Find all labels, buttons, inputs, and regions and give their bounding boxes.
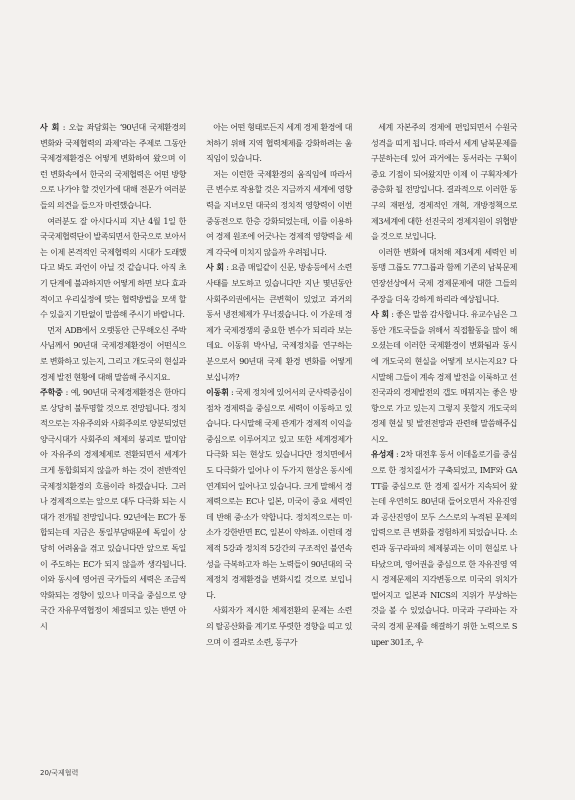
paragraph (371, 447, 517, 650)
paragraph (40, 214, 186, 323)
speaker-name: 유성재 (371, 450, 394, 460)
paragraph (371, 120, 517, 245)
speaker-separator: : (228, 388, 236, 398)
paragraph-text: 저는 이런한 국제환경의 움직임에 따라서 큰 변수로 작용할 것은 지금까지 세계에 영향력을 지녀오던 대국의 정치적 영향력이 이번 중동전으로 한층 강화되었는데, 이를 이용하여 경제 원조에 어긋나는 경제적 영향력을 세계 각국에 미치지 않을까 우려됩니다. (206, 169, 352, 257)
paragraph-text: 아는 어떤 형태로든지 세계 경제 환경에 대처하기 위해 지역 협력체제를 강화하려는 움직임이 있습니다. (206, 123, 352, 164)
speaker-name: 사 회 (40, 123, 60, 132)
text-column-3 (371, 120, 517, 650)
paragraph (371, 307, 517, 447)
paragraph-text: 이러한 변화에 대처해 제3세계 세력인 비동맹 그룹도 77그룹과 함께 기존의 남북문제 연장선상에서 국제 경제문제에 대한 그들의 주장을 더욱 강하게 하리라 예상됩니다. (371, 247, 517, 304)
paragraph-text: 2차 대전후 동서 이데올로기를 중심으로 한 정치질서가 구축되었고, IMF와 GATT를 중심으로 한 경제 질서가 지속되어 왔는데 우연히도 80년대 들어오면서 자유진영과 공산진영이 모두 스스로의 누적된 문제의 압력으로 큰 변화를 경험하게 되었습니다. 소련과 동구라파의 체제붕괴는 이미 현실로 나타났으며, 영어권을 중심으로 한 자유진영 역시 경제문제의 지각변동으로 미국의 위치가 떨어지고 일본과 NICS의 지위가 부상하는 것을 볼 수 있었습니다. 미국과 구라파는 자국의 경제 문제를 해결하기 위한 노력으로 Super 301조, 우 (371, 450, 517, 647)
speaker-name: 이동휘 (206, 388, 229, 398)
paragraph-text: 세계 자본주의 경제에 편입되면서 수원국 성격을 띠게 됩니다. 따라서 세계 남북문제를 구분하는데 있어 과거에는 동서라는 구획이 중요 기점이 되어왔지만 이제 이 구획자체가 중층화 될 전망입니다. 결과적으로 이러한 동구의 재편성, 경제적인 개혁, 개방정책으로 제3세계에 대한 선진국의 경제지원이 위협받을 것으로 보입니다. (371, 123, 517, 242)
paragraph-text: 국제 정치에 있어서의 군사력중심이 점차 경제력을 중심으로 세력이 이동하고 있습니다. 다시말해 국제 관계가 경제적 이익을 중심으로 이루어지고 있고 또한 세계경제가 다극화 되는 현상도 있습니다만 정치면에서도 다극화가 일어나 이 두가지 현상은 동시에 연계되어 일어나고 있습니다. 크게 말해서 경제력으로는 EC나 일본, 미국이 중요 세력인데 반해 중·소가 약합니다. 정치적으로는 미·소가 강한반면 EC, 일본이 약하죠. 이런데 경제적 5강과 정치적 5강간의 구조적인 불연속성을 극복하고자 하는 노력들이 90년대의 국제정치 경제환경을 변화시킬 것으로 보입니다. (206, 388, 352, 600)
speaker-name: 사 회 (206, 263, 224, 273)
paragraph (206, 167, 352, 261)
paragraph (40, 385, 186, 635)
paragraph (206, 385, 352, 603)
paragraph-text: 예, 90년대 국제경제환경은 한마디로 상당히 불투명할 것으로 전망됩니다. 정치적으로는 자유주의와 사회주의로 양분되었던 양극시대가 사회주의 체제의 붕괴로 말미암아 자유주의 경제체제로 전환되면서 세계가 크게 통합회되지 않을까 하는 것이 전반적인 국제정치환경의 흐름이라 하겠습니다. 그러나 경제적으로는 앞으로 대두 다극화 되는 시대가 전개될 전망입니다. 92년에는 EC가 통합되는데 지금은 통일부담때문에 독일이 상당히 어려움을 겪고 있습니다만 앞으로 독일이 주도하는 EC가 되지 않을까 생각됩니다. 이와 동시에 영어권 국가들의 세력은 조금씩 약화되는 경향이 있으나 미국을 중심으로 양국간 자유무역협정이 체결되고 있는 반면 아시 (40, 388, 186, 631)
speaker-separator: : (388, 310, 396, 320)
page-footer (40, 768, 78, 778)
paragraph (40, 323, 186, 385)
paragraph-text: 좋은 말씀 감사합니다. 유교수님은 그동안 개도국들을 위해서 직접활동을 많이 해오셨는데 이러한 국제환경이 변화됨과 동시에 개도국의 현실을 어떻게 보시는지요? 다시말해 그들이 계속 경제 발전을 이룩하고 선진국과의 경제발전의 갭도 메꿔지는 좋은 방향으로 가고 있는지 그렇지 못할지 개도국의 경제 현실 및 발전전망과 관련해 말씀해주십시오. (371, 310, 518, 444)
paragraph-text: 여러분도 잘 아시다시피 지난 4월 1일 한국국제협력단이 발족되면서 한국으로 보아서는 이제 본격적인 국제협력의 시대가 도래했다고 봐도 과언이 아닐 것 같습니다. 아직 초기 단계에 불과하지만 어떻게 하면 보다 효과적이고 우리실정에 맞는 협력방법을 모색 할 수 있을지 기탄없이 말씀해 주시기 바랍니다. (40, 216, 186, 320)
text-column-1 (40, 120, 186, 635)
paragraph (206, 603, 352, 650)
footer-separator: / (48, 769, 52, 777)
paragraph-text: 먼저 ADB에서 오랫동안 근무해오신 주박사님께서 90년대 국제경제환경이 어떤식으로 변화하고 있는지, 그리고 개도국의 현실과 경제 발전 현황에 대해 말씀해 주시지요. (40, 325, 186, 382)
speaker-separator: : (393, 450, 401, 460)
paragraph-text: 사회자가 제시한 체제전환의 문제는 소련의 탈공산화를 계기로 뚜렷한 경향을 띠고 있으며 이 결과로 소련, 동구가 (206, 606, 352, 647)
speaker-separator: : (59, 123, 69, 132)
speaker-name: 사 회 (371, 310, 389, 320)
speaker-separator: : (62, 388, 71, 398)
paragraph-text: 요즘 매일같이 신문, 방송등에서 소련사태를 보도하고 있습니다만 지난 몇년동안 사회주의권에서는 큰변혁이 있었고 과거의 동서 냉전체제가 무너졌습니다. 이 가운데 경제가 국제경쟁의 중요한 변수가 되리라 보는데요. 이동휘 박사님, 국제정치를 연구하는 분으로서 90년대 국제 환경 변화를 어떻게 보십니까? (206, 263, 353, 382)
paragraph (40, 120, 186, 214)
paragraph (371, 245, 517, 307)
magazine-name: 국제협력 (51, 769, 79, 777)
paragraph-text: 오늘 좌담회는 ‘90년대 국제환경의 변화와 국제협력의 과제’라는 주제로 그동안 국제경제환경은 어떻게 변화하여 왔으며 이런 변화속에서 한국의 국제협력은 어떤 방향으로 나가야 할 것인가에 대해 전문가 여러분들의 의견을 들으자 마련했습니다. (40, 123, 186, 210)
speaker-separator: : (223, 263, 231, 273)
paragraph (206, 120, 352, 167)
page-number: 20 (40, 769, 49, 777)
speaker-name: 주학중 (40, 388, 63, 398)
paragraph (206, 260, 352, 385)
text-column-2 (206, 120, 352, 650)
